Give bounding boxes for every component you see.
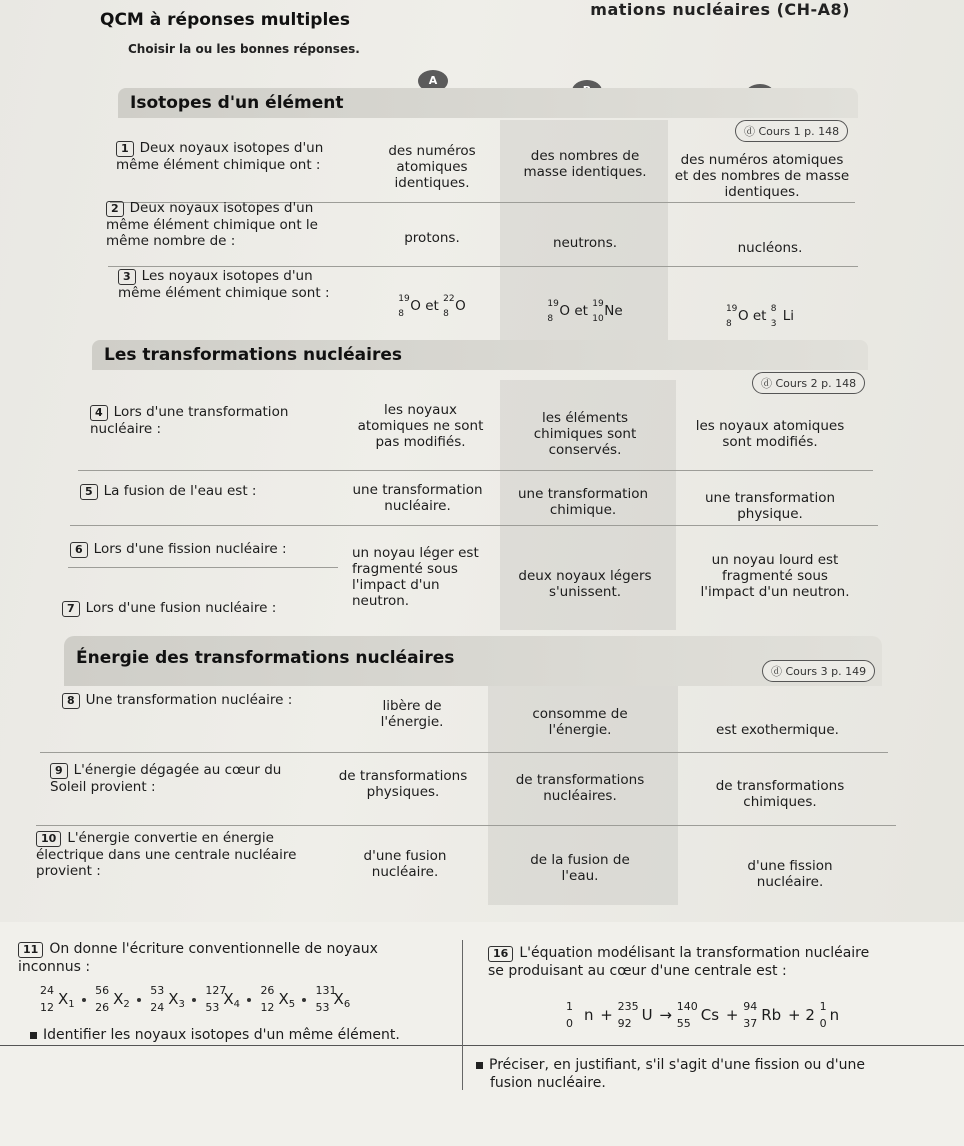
nuclide: 235 92 U xyxy=(617,1000,653,1030)
row-divider xyxy=(36,825,896,826)
qcm-title: QCM à réponses multiples xyxy=(100,10,350,30)
row-divider xyxy=(0,1045,964,1046)
question-number: 7 xyxy=(62,601,80,617)
question-text: Deux noyaux isotopes d'un même élément chimique ont le même nombre de : xyxy=(106,200,318,249)
option-10b[interactable]: de la fusion de l'eau. xyxy=(530,852,630,884)
option-4a[interactable]: les noyaux atomiques ne sont pas modifiés. xyxy=(357,402,484,450)
question-8 xyxy=(62,692,322,709)
question-text: Lors d'une fusion nucléaire : xyxy=(85,600,277,616)
nuclide: 26 12 $X_5$ xyxy=(260,984,296,1014)
question-number: 8 xyxy=(62,693,80,709)
bullet-dot xyxy=(137,998,141,1002)
exercise-intro: se produisant au cœur d'une centrale est : xyxy=(488,963,787,979)
nuclide: 53 24 $X_3$ xyxy=(150,984,185,1014)
column-divider xyxy=(462,940,463,1090)
qcm-instructions: Choisir la ou les bonnes réponses. xyxy=(128,42,360,56)
exercise-11-task xyxy=(30,1026,460,1044)
nuclide: 94 37 Rb xyxy=(743,1000,782,1030)
option-8a[interactable]: libère de l'énergie. xyxy=(380,698,444,730)
exercise-intro: L'équation modélisant la transformation nucléaire xyxy=(519,945,870,961)
arrow-icon: → xyxy=(659,1006,672,1024)
nuclide: 8 3 Li xyxy=(770,304,795,329)
square-bullet-icon xyxy=(30,1032,37,1039)
option-8b[interactable]: consomme de l'énergie. xyxy=(532,706,628,738)
option-5c[interactable]: une transformation physique. xyxy=(704,490,836,522)
plus-sign: + xyxy=(600,1006,613,1024)
nuclide: 19 8 O xyxy=(398,294,421,319)
question-number: 10 xyxy=(36,831,61,847)
cours-reference: ⓓ Cours 1 p. 148 xyxy=(735,120,848,142)
option-2a[interactable]: protons. xyxy=(404,230,460,246)
exercise-intro: inconnus : xyxy=(18,959,91,975)
cours-reference-label: Cours 1 p. 148 xyxy=(758,125,840,138)
task-text: Préciser, en justifiant, s'il s'agit d'une fission ou d'une xyxy=(489,1057,865,1073)
question-text: Lors d'une fission nucléaire : xyxy=(93,541,287,557)
question-6 xyxy=(70,541,330,558)
row-divider xyxy=(78,470,873,471)
nuclide: 1 0 n xyxy=(566,1000,594,1030)
question-number: 1 xyxy=(116,141,134,157)
question-5 xyxy=(80,483,320,500)
question-text: L'énergie convertie en énergie électrique dans une centrale nucléaire provient : xyxy=(36,830,297,879)
question-1 xyxy=(116,140,346,173)
question-text: Les noyaux isotopes d'un même élément chimique sont : xyxy=(118,268,330,301)
option-8c[interactable]: est exothermique. xyxy=(716,722,839,738)
row-divider xyxy=(70,525,878,526)
question-text: L'énergie dégagée au cœur du Soleil provient : xyxy=(50,762,282,795)
bullet-dot xyxy=(192,998,196,1002)
option-10c[interactable]: d'une fission nucléaire. xyxy=(747,858,833,890)
question-text: Une transformation nucléaire : xyxy=(85,692,293,708)
nuclide: 22 8 O xyxy=(443,294,466,319)
question-number: 9 xyxy=(50,763,68,779)
bullet-dot xyxy=(82,998,86,1002)
question-text: Lors d'une transformation nucléaire : xyxy=(90,404,289,437)
option-1c[interactable]: des numéros atomiques et des nombres de masse identiques. xyxy=(674,152,850,200)
question-number: 4 xyxy=(90,405,108,421)
question-number: 3 xyxy=(118,269,136,285)
option-10a[interactable]: d'une fusion nucléaire. xyxy=(363,848,447,880)
nuclide: 1 0 n xyxy=(819,1000,840,1030)
section-title: Isotopes d'un élément xyxy=(130,93,344,113)
option-1a[interactable]: des numéros atomiques identiques. xyxy=(388,143,476,191)
question-text: Deux noyaux isotopes d'un même élément chimique ont : xyxy=(116,140,324,173)
plus-sign: + xyxy=(787,1006,801,1024)
option-9c[interactable]: de transformations chimiques. xyxy=(715,778,845,810)
exercise-16-task xyxy=(476,1056,960,1092)
exercise-11 xyxy=(18,940,458,976)
task-text: Identifier les noyaux isotopes d'un même élément. xyxy=(43,1027,400,1043)
option-5a[interactable]: une transformation nucléaire. xyxy=(352,482,483,514)
cours-reference-label: Cours 3 p. 149 xyxy=(785,665,867,678)
unknown-nuclei-list xyxy=(40,984,460,1014)
question-number: 2 xyxy=(106,201,124,217)
option-9a[interactable]: de transformations physiques. xyxy=(338,768,468,800)
question-number: 6 xyxy=(70,542,88,558)
option-4b[interactable]: les éléments chimiques sont conservés. xyxy=(533,410,637,458)
task-text: fusion nucléaire. xyxy=(490,1075,606,1091)
nuclide: 19 10 Ne xyxy=(592,299,623,324)
nuclide: 19 8 O xyxy=(725,304,749,329)
section-header-isotopes xyxy=(118,88,858,118)
nuclide: 56 26 $X_2$ xyxy=(95,984,130,1014)
bullet-dot xyxy=(302,998,306,1002)
nuclide: 19 8 O xyxy=(547,299,571,324)
cours-reference-label: Cours 2 p. 148 xyxy=(775,377,857,390)
question-2 xyxy=(106,200,346,249)
option-1b[interactable]: des nombres de masse identiques. xyxy=(523,148,647,180)
question-number: 5 xyxy=(80,484,98,500)
bullet-dot xyxy=(247,998,251,1002)
question-10 xyxy=(36,830,316,879)
option-6c[interactable]: un noyau lourd est fragmenté sous l'impact d'un neutron. xyxy=(700,552,850,600)
section-title: Les transformations nucléaires xyxy=(104,345,402,365)
fission-equation xyxy=(566,1000,956,1030)
question-text: La fusion de l'eau est : xyxy=(103,483,257,499)
row-divider xyxy=(108,266,858,267)
option-5b[interactable]: une transformation chimique. xyxy=(517,486,649,518)
row-divider xyxy=(68,567,338,568)
nuclide: 131 53 $X_6$ xyxy=(315,984,351,1014)
exercise-16 xyxy=(488,944,958,980)
option-2c[interactable]: nucléons. xyxy=(737,240,803,256)
option-3a[interactable]: 19 8 O et 22 8 O xyxy=(398,294,466,319)
question-3 xyxy=(118,268,338,301)
column-a-label: A xyxy=(418,70,448,92)
section-header-transformations xyxy=(92,340,868,370)
exercise-intro: On donne l'écriture conventionnelle de noyaux xyxy=(49,941,378,957)
option-9b[interactable]: de transformations nucléaires. xyxy=(515,772,645,804)
option-2b[interactable]: neutrons. xyxy=(552,235,618,251)
option-3c[interactable]: 19 8 O et 8 3 Li xyxy=(725,304,795,329)
option-6b[interactable]: deux noyaux légers s'unissent. xyxy=(518,568,652,600)
plus-sign: + xyxy=(725,1006,739,1024)
question-7 xyxy=(62,600,342,617)
question-4 xyxy=(90,404,330,437)
row-divider xyxy=(40,752,888,753)
nuclide: 127 53 $X_4$ xyxy=(205,984,240,1014)
option-3b[interactable]: 19 8 O et 19 10 Ne xyxy=(547,299,623,324)
nuclide: 24 12 $X_1$ xyxy=(40,984,75,1014)
coefficient: 2 xyxy=(805,1006,815,1024)
exercise-number: 16 xyxy=(488,946,513,962)
option-4c[interactable]: les noyaux atomiques sont modifiés. xyxy=(695,418,845,450)
section-header-energie xyxy=(64,636,882,686)
chapter-banner: mations nucléaires (CH-A8) xyxy=(590,0,850,19)
square-bullet-icon xyxy=(476,1062,483,1069)
cours-reference: ⓓ Cours 3 p. 149 xyxy=(762,660,875,682)
cours-reference: ⓓ Cours 2 p. 148 xyxy=(752,372,865,394)
question-9 xyxy=(50,762,310,795)
option-6a[interactable]: un noyau léger est fragmenté sous l'impact d'un neutron. xyxy=(352,545,479,609)
section-title: Énergie des transformations nucléaires xyxy=(76,648,455,668)
exercise-number: 11 xyxy=(18,942,43,958)
nuclide: 140 55 Cs xyxy=(676,1000,720,1030)
